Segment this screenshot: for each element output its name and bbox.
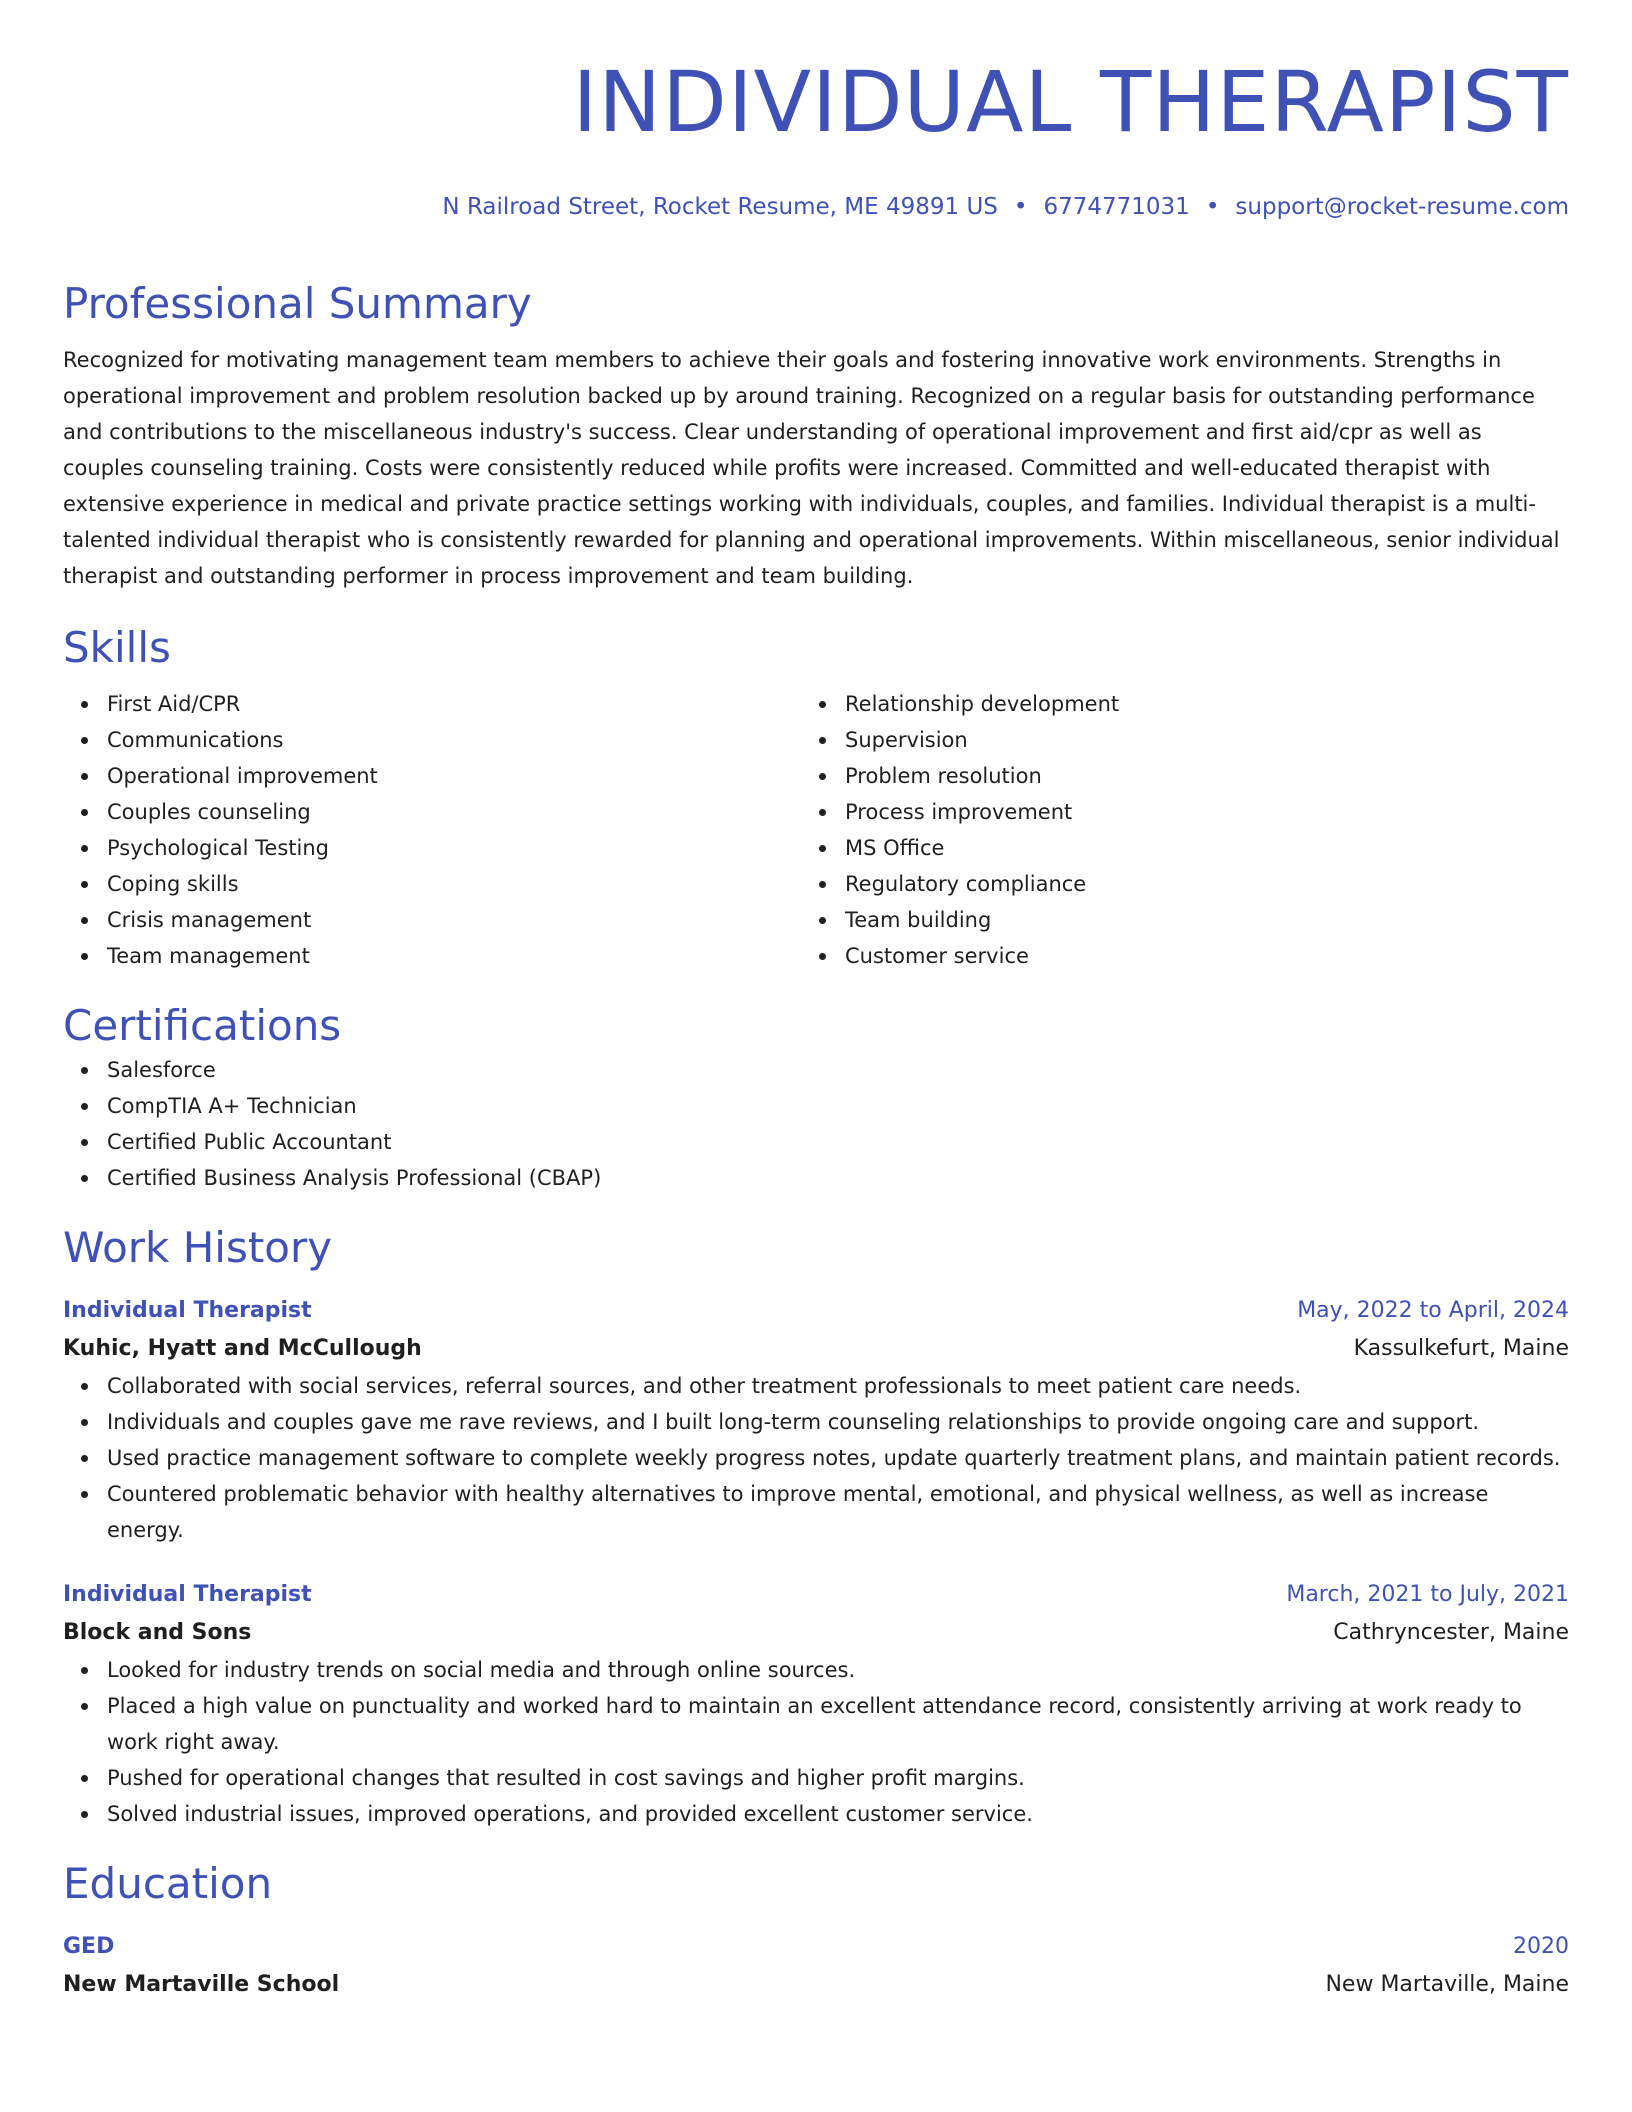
section-title-skills: Skills bbox=[63, 623, 171, 672]
job-bullet: Placed a high value on punctuality and worked hard to maintain an excellent attendance record, consistently arriving at work ready to work right away. bbox=[107, 1688, 1569, 1760]
education-school-row bbox=[63, 1966, 1569, 2004]
skill-item: Relationship development bbox=[845, 686, 1539, 722]
education-degree: GED bbox=[63, 1934, 115, 1959]
job-entry bbox=[63, 1292, 1569, 1548]
job-header-row bbox=[63, 1576, 1569, 1614]
job-entry bbox=[63, 1576, 1569, 1832]
job-company-row bbox=[63, 1614, 1569, 1652]
skill-item: Coping skills bbox=[107, 866, 801, 902]
section-title-certifications: Certifications bbox=[63, 1001, 342, 1050]
skill-item: First Aid/CPR bbox=[107, 686, 801, 722]
education-header-row bbox=[63, 1928, 1569, 1966]
job-bullet: Individuals and couples gave me rave reviews, and I built long-term counseling relationships to provide ongoing care and support. bbox=[107, 1404, 1569, 1440]
skill-item: Customer service bbox=[845, 938, 1539, 974]
skill-item: Process improvement bbox=[845, 794, 1539, 830]
job-dates: May, 2022 to April, 2024 bbox=[1297, 1298, 1569, 1323]
job-bullets bbox=[63, 1368, 1569, 1548]
job-location: Kassulkefurt, Maine bbox=[1353, 1336, 1569, 1361]
section-title-work-history: Work History bbox=[63, 1223, 333, 1272]
job-company: Block and Sons bbox=[63, 1620, 252, 1645]
job-company-row bbox=[63, 1330, 1569, 1368]
certification-item: CompTIA A+ Technician bbox=[107, 1088, 1569, 1124]
job-bullets bbox=[63, 1652, 1569, 1832]
job-bullet: Used practice management software to complete weekly progress notes, update quarterly treatment plans, and maintain patient records. bbox=[107, 1440, 1569, 1476]
contact-separator: • bbox=[1205, 194, 1220, 220]
skill-item: Psychological Testing bbox=[107, 830, 801, 866]
summary-text: Recognized for motivating management team members to achieve their goals and fostering innovative work environments. Strengths in operational improvement and problem resolution backed up by around training. Recognized on a regular basis for outstanding performance and contributions to the miscellaneous industry's success. Clear understanding of operational improvement and first aid/cpr as well as couples counseling training. Costs were consistently reduced while profits were increased. Committed and well-educated therapist with extensive experience in medical and private practice settings working with individuals, couples, and families. Individual therapist is a multi-talented individual therapist who is consistently rewarded for planning and operational improvements. Within miscellaneous, senior individual therapist and outstanding performer in process improvement and team building. bbox=[63, 348, 1560, 588]
job-bullet: Countered problematic behavior with healthy alternatives to improve mental, emotional, and physical wellness, as well as increase energy. bbox=[107, 1476, 1569, 1548]
job-bullet: Pushed for operational changes that resulted in cost savings and higher profit margins. bbox=[107, 1760, 1569, 1796]
certification-item: Salesforce bbox=[107, 1052, 1569, 1088]
certification-item: Certified Business Analysis Professional (CBAP) bbox=[107, 1160, 1569, 1196]
skill-item: Operational improvement bbox=[107, 758, 801, 794]
skill-item: Team building bbox=[845, 902, 1539, 938]
job-dates: March, 2021 to July, 2021 bbox=[1286, 1582, 1569, 1607]
job-bullet: Looked for industry trends on social media and through online sources. bbox=[107, 1652, 1569, 1688]
education-year: 2020 bbox=[1513, 1934, 1569, 1959]
contact-email[interactable]: support@rocket-resume.com bbox=[1235, 194, 1569, 220]
skill-item: Team management bbox=[107, 938, 801, 974]
candidate-name: INDIVIDUAL THERAPIST bbox=[572, 53, 1569, 151]
job-title: Individual Therapist bbox=[63, 1582, 312, 1607]
skill-item: Regulatory compliance bbox=[845, 866, 1539, 902]
contact-line bbox=[63, 192, 1569, 222]
contact-separator: • bbox=[1013, 194, 1028, 220]
skills-grid bbox=[63, 686, 1569, 974]
skills-list-right bbox=[801, 686, 1539, 974]
job-title: Individual Therapist bbox=[63, 1298, 312, 1323]
job-bullet: Solved industrial issues, improved operations, and provided excellent customer service. bbox=[107, 1796, 1569, 1832]
skill-item: Problem resolution bbox=[845, 758, 1539, 794]
education-entry bbox=[63, 1928, 1569, 2004]
education-location: New Martaville, Maine bbox=[1325, 1972, 1569, 1997]
job-bullet: Collaborated with social services, referral sources, and other treatment professionals to meet patient care needs. bbox=[107, 1368, 1569, 1404]
skills-list-left bbox=[63, 686, 801, 974]
skill-item: Couples counseling bbox=[107, 794, 801, 830]
section-title-summary: Professional Summary bbox=[63, 279, 532, 328]
section-title-education: Education bbox=[63, 1859, 273, 1908]
job-location: Cathryncester, Maine bbox=[1333, 1620, 1569, 1645]
skill-item: MS Office bbox=[845, 830, 1539, 866]
contact-address: N Railroad Street, Rocket Resume, ME 49891 US bbox=[442, 194, 998, 220]
education-school: New Martaville School bbox=[63, 1972, 340, 1997]
skill-item: Communications bbox=[107, 722, 801, 758]
job-company: Kuhic, Hyatt and McCullough bbox=[63, 1336, 422, 1361]
job-header-row bbox=[63, 1292, 1569, 1330]
certification-item: Certified Public Accountant bbox=[107, 1124, 1569, 1160]
certifications-list bbox=[63, 1052, 1569, 1196]
skill-item: Crisis management bbox=[107, 902, 801, 938]
contact-phone: 6774771031 bbox=[1043, 194, 1190, 220]
skill-item: Supervision bbox=[845, 722, 1539, 758]
